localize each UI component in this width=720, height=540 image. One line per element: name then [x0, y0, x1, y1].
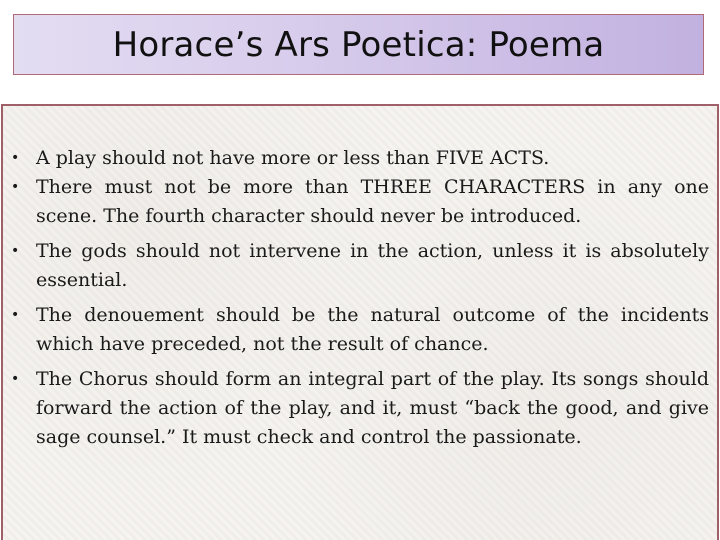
bullet-item: [11, 173, 709, 231]
slide-title: Horace’s Ars Poetica: Poema: [112, 24, 605, 65]
bullet-item: [11, 237, 709, 295]
bullet-item: [11, 365, 709, 452]
bullet-list: [11, 144, 709, 458]
bullet-dot-icon: •: [11, 179, 20, 195]
bullet-text: A play should not have more or less than FIVE ACTS.: [36, 147, 550, 169]
bullet-dot-icon: •: [11, 307, 20, 323]
bullet-text: The denouement should be the natural outcome of the incidents which have preceded, not the result of chance.: [36, 304, 709, 355]
bullet-dot-icon: •: [11, 150, 20, 166]
bullet-dot-icon: •: [11, 371, 20, 387]
bullet-item: [11, 301, 709, 359]
bullet-text: There must not be more than THREE CHARACTERS in any one scene. The fourth character should never be introduced.: [36, 176, 709, 227]
content-panel: [1, 104, 719, 540]
bullet-text: The Chorus should form an integral part of the play. Its songs should forward the action of the play, and it, must “back the good, and give sage counsel.” It must check and control the passionate.: [36, 368, 709, 448]
title-banner: [13, 14, 704, 75]
bullet-text: The gods should not intervene in the action, unless it is absolutely essential.: [36, 240, 709, 291]
bullet-dot-icon: •: [11, 243, 20, 259]
bullet-item: [11, 144, 709, 173]
